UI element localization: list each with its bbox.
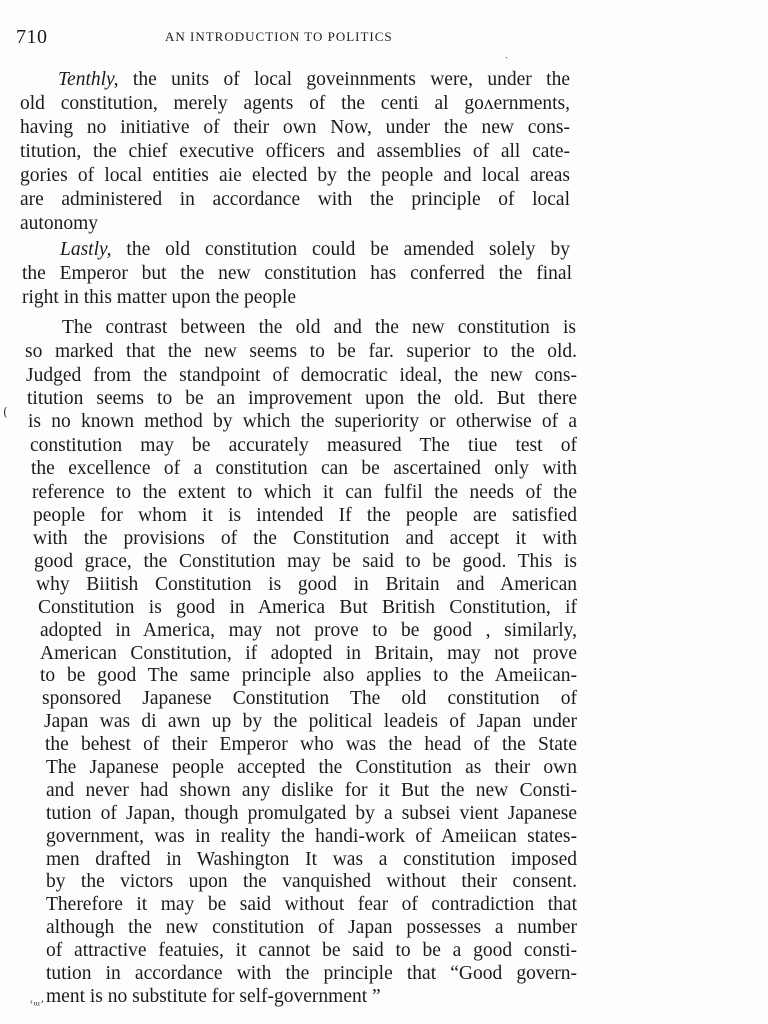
text-line: Tenthly, the units of local goveinnments were, under the xyxy=(58,69,570,90)
text-line: Lastly, the old constitution could be amended solely by xyxy=(60,239,570,260)
text-line: good grace, the Constitution may be said to be good. This is xyxy=(34,551,577,572)
text-line: old constitution, merely agents of the centi al goʌernments, xyxy=(20,93,570,114)
text-line: sponsored Japanese Constitution The old constitution of xyxy=(42,688,577,709)
text-line: and never had shown any dislike for it But the new Consti- xyxy=(46,780,577,801)
text-line: the behest of their Emperor who was the head of the State xyxy=(45,734,577,755)
text-line: constitution may be accurately measured The tiue test of xyxy=(30,435,577,456)
text-line: of attractive featuies, it cannot be said to be a good consti- xyxy=(46,940,577,961)
text-line: are administered in accordance with the principle of local xyxy=(20,189,570,210)
running-head: AN INTRODUCTION TO POLITICS xyxy=(165,29,393,44)
text-line: by the victors upon the vanquished without their consent. xyxy=(46,871,577,892)
text-line: Constitution is good in America But British Constitution, if xyxy=(38,597,577,618)
text-line: the excellence of a constitution can be ascertained only with xyxy=(31,458,577,479)
text-line: American Constitution, if adopted in Britain, may not prove xyxy=(40,643,577,664)
text-line: with the provisions of the Constitution and accept it with xyxy=(33,528,577,549)
print-mark: ˏ xyxy=(505,48,509,59)
text-line: gories of local entities aie elected by the people and local areas xyxy=(20,165,570,186)
bottom-smudge: ʿᵚʼ xyxy=(30,999,44,1012)
text-line: tution in accordance with the principle that “Good govern- xyxy=(46,963,577,984)
text-line: Therefore it may be said without fear of contradiction that xyxy=(46,894,577,915)
text-line: right in this matter upon the people xyxy=(22,287,297,308)
text-line: people for whom it is intended If the people are satisfied xyxy=(33,505,577,526)
text-line: ment is no substitute for self-government ” xyxy=(46,986,381,1007)
text-line: titution seems to be an improvement upon the old. But there xyxy=(27,388,577,409)
text-line: why Biitish Constitution is good in Britain and American xyxy=(36,574,577,595)
text-line: autonomy xyxy=(20,213,98,234)
text-line: is no known method by which the superiority or otherwise of a xyxy=(28,411,577,432)
text-line: although the new constitution of Japan possesses a number xyxy=(46,917,577,938)
paragraph-lead: Tenthly, xyxy=(58,69,119,90)
text-line: having no initiative of their own Now, under the new cons- xyxy=(20,117,570,138)
paragraph-lead: Lastly, xyxy=(60,239,112,260)
text-line: reference to the extent to which it can fulfil the needs of the xyxy=(32,482,577,503)
text-line: The Japanese people accepted the Constitution as their own xyxy=(46,757,577,778)
text-line: to be good The same principle also applies to the Ameiican- xyxy=(40,665,577,686)
text-line: men drafted in Washington It was a constitution imposed xyxy=(46,849,577,870)
text-line: so marked that the new seems to be far. superior to the old. xyxy=(25,341,577,362)
text-line: titution, the chief executive officers and assemblies of all cate- xyxy=(20,141,570,162)
text-line: the Emperor but the new constitution has conferred the final xyxy=(22,263,572,284)
text-line: tution of Japan, though promulgated by a subsei vient Japanese xyxy=(46,803,577,824)
text-line: adopted in America, may not prove to be good , similarly, xyxy=(40,620,577,641)
page-number: 710 xyxy=(16,26,48,48)
text-line: Judged from the standpoint of democratic ideal, the new cons- xyxy=(26,365,577,386)
margin-tick: ( xyxy=(3,405,8,419)
text-line: government, was in reality the handi-work of Ameiican states- xyxy=(46,826,577,847)
text-line: The contrast between the old and the new constitution is xyxy=(62,317,576,338)
text-line: Japan was di awn up by the political leadeis of Japan under xyxy=(44,711,577,732)
